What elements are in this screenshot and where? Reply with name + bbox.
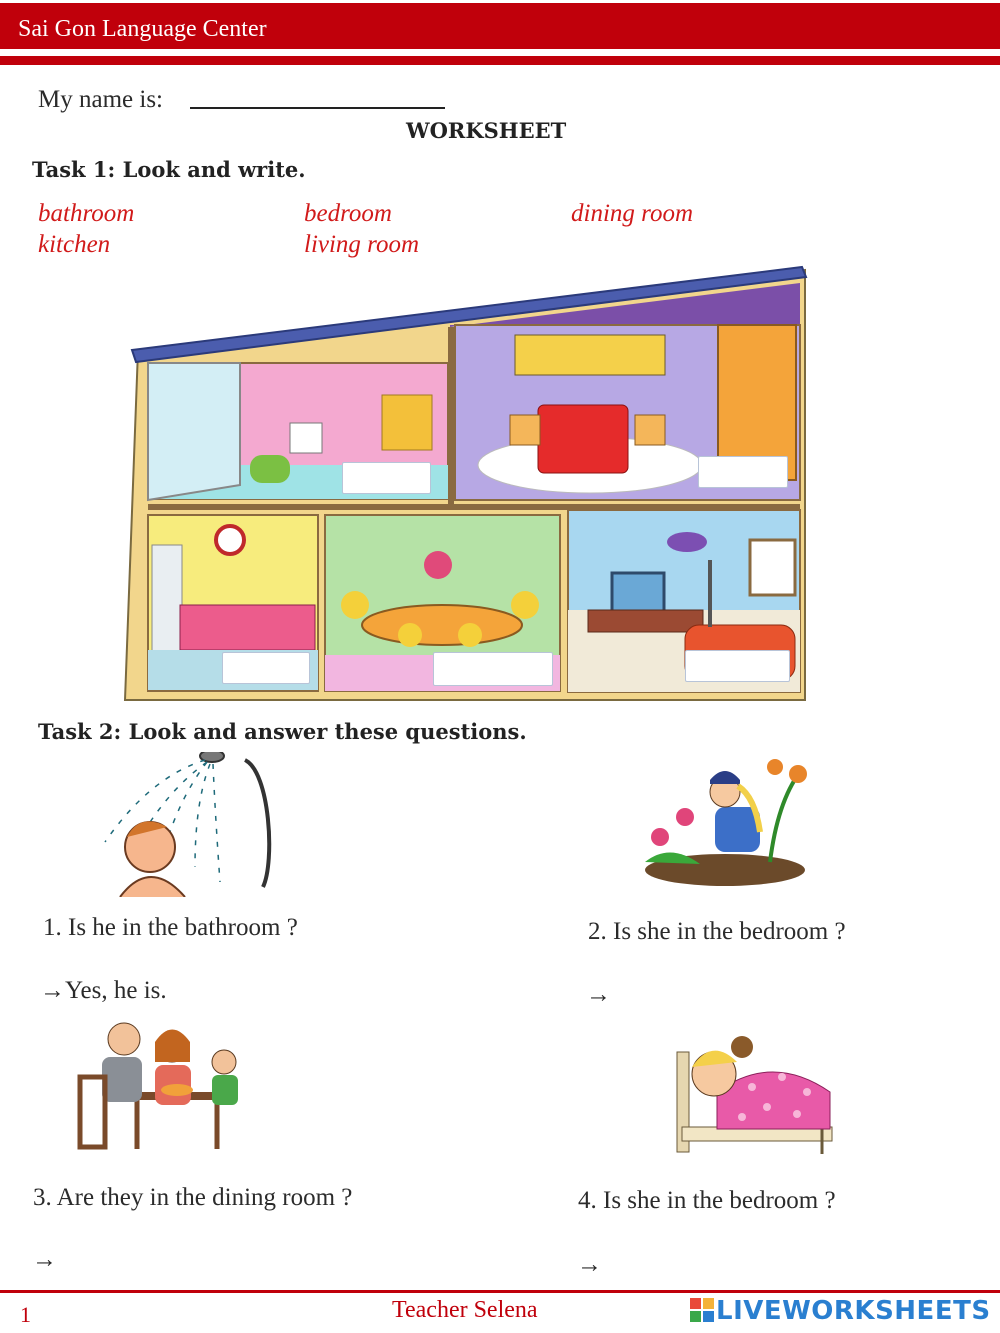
word-bathroom: bathroom [38,200,135,227]
answer-4[interactable]: → [577,1251,602,1278]
header-title: Sai Gon Language Center [18,16,267,42]
task1-title: Task 1: Look and write. [32,157,306,182]
word-dining-room: dining room [571,200,693,227]
word-kitchen: kitchen [38,231,111,258]
word-living-room: living room [304,231,420,258]
gardening-girl-illustration [640,752,812,887]
question-4: 4. Is she in the bedroom ? [578,1187,836,1214]
bathroom-answer-box[interactable] [342,462,431,494]
sleeping-girl-illustration [672,1032,834,1157]
question-1: 1. Is he in the bathroom ? [43,914,298,941]
answer-3[interactable]: → [32,1246,57,1273]
footer-divider [0,1290,1000,1293]
teacher-name: Teacher Selena [392,1297,538,1323]
family-dining-illustration [72,1017,252,1152]
question-3: 3. Are they in the dining room ? [33,1184,353,1211]
living-room-answer-box[interactable] [685,650,790,682]
worksheet-title: WORKSHEET [406,118,567,143]
answer-2[interactable]: → [586,981,611,1008]
brand-text: LIVEWORKSHEETS [716,1296,991,1326]
liveworksheets-brand[interactable] [690,1296,991,1326]
name-label: My name is: [38,86,163,113]
word-bedroom: bedroom [304,200,392,227]
question-2: 2. Is she in the bedroom ? [588,918,846,945]
shower-boy-illustration [95,752,280,897]
kitchen-answer-box[interactable] [222,652,310,684]
answer-1[interactable]: →Yes, he is. [40,977,167,1004]
page-number: 1 [20,1302,31,1327]
task2-title: Task 2: Look and answer these questions. [38,719,527,744]
dining-room-answer-box[interactable] [433,652,553,686]
liveworksheets-logo-icon [690,1298,714,1322]
bedroom-answer-box[interactable] [698,456,788,488]
header-divider [0,56,1000,65]
name-input-line[interactable] [190,107,445,109]
